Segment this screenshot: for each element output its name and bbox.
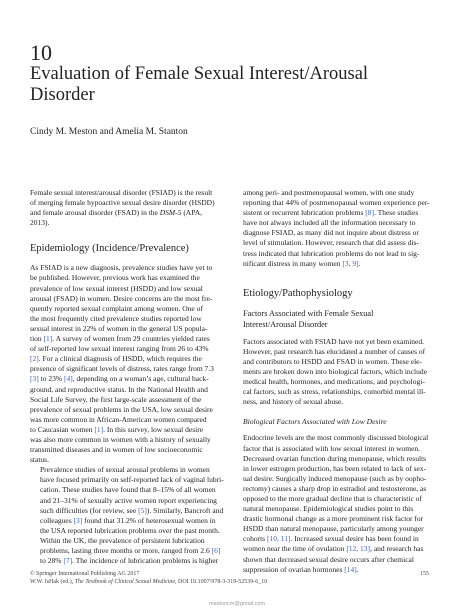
subheading-factors: Factors Associated with Female Sexual Interest/Arousal Disorder [243,308,374,329]
citation-link[interactable]: [1] [94,424,104,434]
book-citation: W.W. IsHak (ed.), The Textbook of Clinical Sexual Medicine, DOI 10.1007/978-3-319-52539-6_10 [30,578,268,585]
chapter-number: 10 [30,40,52,65]
biological-paragraph: Endocrine levels are the most commonly discussed biological factor that is associated with low sexual interest in women. Decreased ovarian function during menopause, which results in lower estrogen production, has been related to lack of sex- ual desire. Surgically induced menopause (such as by oopho- rectomy) causes a sharp drop in estradiol and testosterone, as opposed to the more gradual decline that is characteristic of natural menopause. Epidemiological studies point to this drastic hormonal change as a more prominent risk factor for HSDD than natural menopause, particularly among younger cohorts [10, 11]. Increased sexual desire has been found in women near the time of ovulation [12, 13], and research has shown that decreased sexual desire occurs after chemical suppression of ovarian hormones [14]. [243,433,429,574]
chapter-title [30,64,450,106]
chapter-title-line-1: Evaluation of Female Sexual Interest/Arousal [30,64,369,84]
section-heading-epidemiology: Epidemiology (Incidence/Prevalence) [30,243,189,255]
citation-link[interactable]: [8] [365,208,375,218]
epidemiology-paragraph-continued: among peri- and postmenopausal women, with one study reporting that 44% of postmenopausal women experience per- sistent or recurrent lubrication problems [8]. These studies have not always included all the information necessary to diagnose FSIAD, as many did not inquire about distress or level of stimulation. However, research that did assess dis- tress indicated that lubrication problems do not lead to sig- nificant distress in many women [3, 9]. [243,188,430,268]
citation-link[interactable]: [3, 9] [342,258,359,268]
page-number: 155 [420,571,429,577]
copyright-notice: © Springer International Publishing AG 2017 [30,571,140,577]
intro-paragraph: Female sexual interest/arousal disorder (FSIAD) is the result of merging female hypoactive sexual desire disorder (HSDD) and female arousal disorder (FSAD) in the DSM-5 (APA, 2013). [30,188,215,228]
epidemiology-paragraph-2: Prevalence studies of sexual arousal problems in women have focused primarily on self-reported lack of vaginal lubri- cation. These studies have found that 8–15% of all women and 21–31% of sexually active women report experiencing such difficulties (for review, see [5]). Similarly, Bancroft and colleagues [3] found that 31.2% of heterosexual women in the USA reported lubrication problems over the past month. Within the UK, the prevalence of persistent lubrication problems, lasting three months or more, ranged from 2.6 [6] to 28% [7]. The incidence of lubrication problems is higher [40,465,224,566]
citation-link[interactable]: [12, 13] [346,544,371,554]
citation-link[interactable]: [3] [73,515,83,525]
citation-link[interactable]: [6] [211,546,221,555]
footer [30,571,444,586]
watermark-email: mestoncm@gmail.com [208,601,265,607]
citation-link[interactable]: [10, 11] [266,534,291,544]
citation-link[interactable]: [2] [30,354,39,364]
citation-link[interactable]: [7] [63,556,73,566]
authors: Cindy M. Meston and Amelia M. Stanton [30,127,188,137]
epidemiology-paragraph-1: As FSIAD is a new diagnosis, prevalence studies have yet to be published. However, previous work has examined the prevalence of low sexual interest (HSDD) and low sexual arousal (FSAD) in women. Desire concerns are the most fre- quently reported sexual complaint among women. One of the most frequently cited prevalence studies reported low sexual interest in 22% of women in the general US popula- tion [1]. A survey of women from 29 countries yielded rates of self-reported low sexual interest ranging from 26 to 43% [2]. For a clinical diagnosis of HSDD, which requires the presence of significant levels of distress, rates range from 7.3 [3] to 23% [4], depending on a woman’s age, cultural back- ground, and reproductive status. In the National Health and Social Life Survey, the first large-scale assessment of the prevalence of sexual problems in the USA, low sexual desire was more common in African-American women compared to Caucasian women [1]. In this survey, low sexual desire was also more common in women with a history of sexually transmitted diseases and in women of low socioeconomic status. [30,263,214,465]
citation-link[interactable]: [1] [43,334,53,344]
citation-link[interactable]: [14] [344,564,357,574]
chapter-title-line-2: Disorder [30,85,95,105]
section-heading-etiology: Etiology/Pathophysiology [243,287,353,299]
citation-link[interactable]: [3] [30,374,39,384]
left-column [30,188,236,566]
right-column [243,188,449,575]
citation-link[interactable]: [5] [138,505,147,515]
citation-link[interactable]: [4] [63,374,73,384]
subsubheading-biological: Biological Factors Associated with Low Desire [243,417,387,427]
factors-paragraph: Factors associated with FSIAD have not yet been examined. However, past research has elucidated a number of causes of and contributors to HSDD and FSAD in women. These ele- ments are broken down into biological factors, which include medical health, hormones, and medications, and psychologi- cal factors, such as stress, relationships, comorbid mental ill- ness, and history of sexual abuse. [243,336,427,407]
